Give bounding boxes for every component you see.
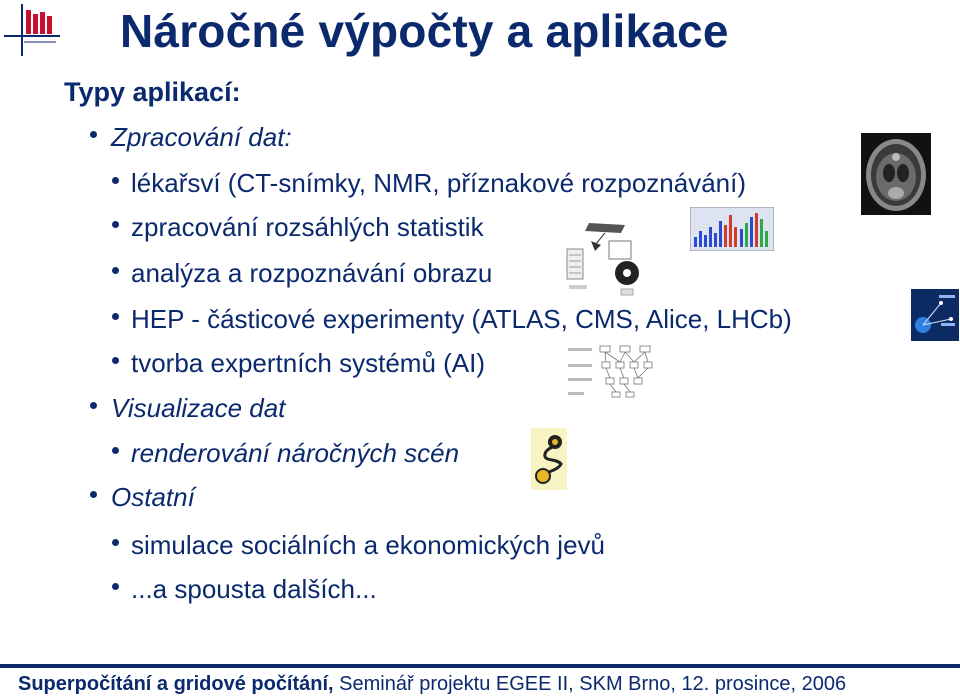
list-item: simulace sociálních a ekonomických jevů bbox=[112, 530, 605, 561]
particle-experiment-diagram bbox=[911, 289, 959, 341]
bullet-icon bbox=[112, 539, 119, 546]
bullet-icon bbox=[112, 313, 119, 320]
bullet-icon bbox=[112, 177, 119, 184]
list-item: analýza a rozpoznávání obrazu bbox=[112, 258, 492, 289]
list-item: Zpracování dat: bbox=[90, 122, 292, 153]
image-recognition-diagram bbox=[565, 211, 645, 299]
university-logo-icon bbox=[2, 2, 62, 58]
brain-ct-scan-image bbox=[861, 133, 931, 215]
page-title: Náročné výpočty a aplikace bbox=[120, 5, 729, 57]
section-heading: Typy aplikací: bbox=[64, 77, 241, 107]
list-item: ...a spousta dalších... bbox=[112, 574, 377, 605]
footer-bold-part: Superpočítání a gridové počítání, bbox=[18, 673, 334, 695]
bullet-icon bbox=[112, 221, 119, 228]
bullet-icon bbox=[112, 447, 119, 454]
list-item: Visualizace dat bbox=[90, 393, 285, 424]
list-item: Ostatní bbox=[90, 482, 195, 513]
expert-system-network-diagram bbox=[566, 342, 660, 400]
bullet-icon bbox=[90, 402, 97, 409]
list-item: tvorba expertních systémů (AI) bbox=[112, 348, 485, 379]
film-reel-icon bbox=[531, 428, 567, 490]
bullet-icon bbox=[112, 583, 119, 590]
bullet-icon bbox=[112, 267, 119, 274]
list-item: lékařsví (CT-snímky, NMR, příznakové rozpoznávání) bbox=[112, 168, 746, 199]
list-item: HEP - částicové experimenty (ATLAS, CMS, Alice, LHCb) bbox=[112, 304, 792, 335]
footer-text bbox=[18, 673, 846, 696]
footer-rest: Seminář projektu EGEE II, SKM Brno, 12. prosince, 2006 bbox=[333, 673, 847, 695]
bullet-icon bbox=[112, 357, 119, 364]
bullet-icon bbox=[90, 131, 97, 138]
footer-divider bbox=[0, 664, 960, 668]
bullet-icon bbox=[90, 491, 97, 498]
bar-statistics-chart-image bbox=[690, 207, 774, 251]
list-item: renderování náročných scén bbox=[112, 438, 459, 469]
list-item: zpracování rozsáhlých statistik bbox=[112, 212, 484, 243]
